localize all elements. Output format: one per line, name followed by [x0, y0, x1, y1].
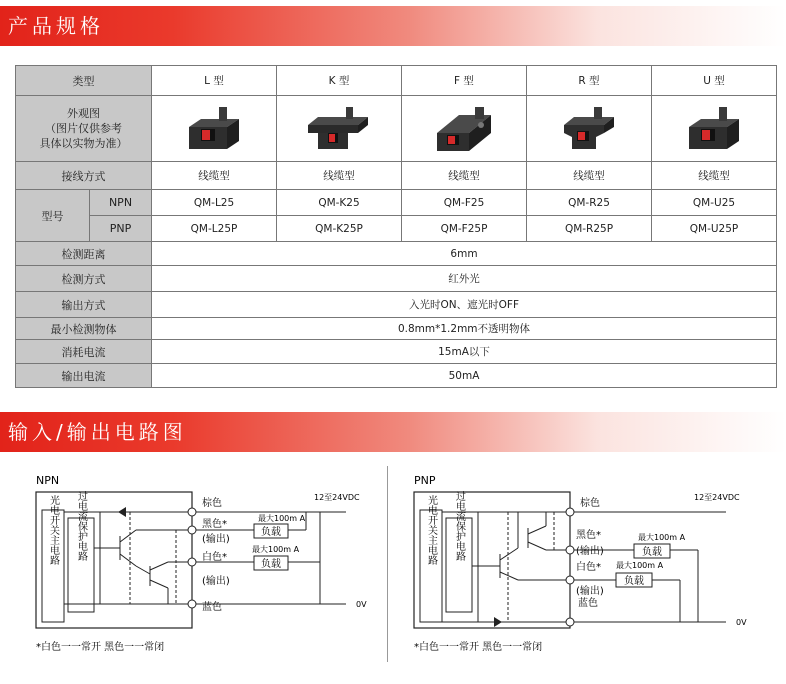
pnp-white-label: 白色*	[576, 562, 601, 573]
npn-load1-label: 负载	[261, 527, 281, 538]
npn-zero-label: 0V	[356, 600, 367, 609]
pnp-main-circuit-label: 光电开关主电路	[425, 495, 437, 565]
wiring-row	[16, 162, 777, 190]
pnp-model: QM-L25P	[152, 216, 277, 242]
spec-row	[16, 242, 777, 266]
spec-table	[15, 65, 777, 388]
pnp-circuit-diagram	[408, 470, 758, 664]
sensor-r-graphic	[554, 103, 624, 155]
npn-blue-label: 蓝色	[202, 602, 222, 613]
npn-load2-label: 负载	[261, 559, 281, 570]
detect-method-value: 红外光	[152, 266, 777, 292]
type-header: U 型	[652, 66, 777, 96]
pnp-black-label: 黑色*	[576, 530, 601, 541]
model-label-cell	[16, 190, 152, 242]
spec-section-header	[0, 6, 786, 46]
pnp-max2-label: 最大100m A	[616, 561, 664, 570]
detect-distance-label: 检测距离	[16, 242, 152, 266]
npn-protect-label: 过电流保护电路	[75, 491, 87, 561]
sensor-k-graphic	[304, 103, 374, 155]
model-label: 型号	[16, 190, 90, 241]
sensor-l-graphic	[179, 103, 249, 155]
pnp-load1-label: 负载	[642, 547, 662, 558]
sensor-image-f	[402, 96, 527, 162]
type-label: 类型	[16, 66, 152, 96]
npn-black-label: 黑色*	[202, 519, 227, 530]
spec-row	[16, 340, 777, 364]
npn-circuit-diagram	[30, 470, 380, 664]
pnp-label: PNP	[109, 222, 132, 235]
spec-row	[16, 318, 777, 340]
pnp-model: QM-K25P	[277, 216, 402, 242]
sensor-image-u	[652, 96, 777, 162]
pnp-max1-label: 最大100m A	[638, 533, 686, 542]
npn-model: QM-F25	[402, 190, 527, 216]
appearance-label: 外观图 （图片仅供参考 具体以实物为准）	[16, 96, 152, 162]
npn-label: NPN	[90, 190, 151, 216]
pnp-model: QM-U25P	[652, 216, 777, 242]
output-current-label: 输出电流	[16, 364, 152, 388]
pnp-brown-label: 棕色	[580, 498, 600, 509]
type-header: F 型	[402, 66, 527, 96]
npn-model: QM-L25	[152, 190, 277, 216]
pnp-model: QM-F25P	[402, 216, 527, 242]
npn-white-label: 白色*	[202, 552, 227, 563]
type-header: K 型	[277, 66, 402, 96]
pnp-blue-label: 蓝色	[578, 598, 598, 609]
sensor-image-r	[527, 96, 652, 162]
npn-model-row	[16, 190, 777, 216]
npn-model: QM-U25	[652, 190, 777, 216]
current-consumption-value: 15mA以下	[152, 340, 777, 364]
circuit-section-title: 输入/输出电路图	[8, 420, 187, 444]
spec-row	[16, 266, 777, 292]
circuit-section-header	[0, 412, 786, 452]
npn-main-circuit-label: 光电开关主电路	[47, 495, 59, 565]
pnp-model: QM-R25P	[527, 216, 652, 242]
spec-row	[16, 364, 777, 388]
output-current-value: 50mA	[152, 364, 777, 388]
wiring-value: 线缆型	[402, 162, 527, 190]
pnp-protect-label: 过电流保护电路	[453, 491, 465, 561]
sensor-u-graphic	[679, 103, 749, 155]
npn-note: *白色一一常开 黑色一一常闭	[36, 642, 165, 653]
output-mode-value: 入光时ON、遮光时OFF	[152, 292, 777, 318]
npn-supply-label: 12至24VDC	[314, 493, 360, 502]
detect-distance-value: 6mm	[152, 242, 777, 266]
pnp-load2-label: 负载	[624, 576, 644, 587]
pnp-output1-label: (输出)	[576, 546, 604, 557]
pnp-supply-label: 12至24VDC	[694, 493, 740, 502]
min-object-label: 最小检测物体	[16, 318, 152, 340]
current-consumption-label: 消耗电流	[16, 340, 152, 364]
pnp-title: PNP	[414, 474, 436, 487]
pnp-zero-label: 0V	[736, 618, 747, 627]
type-row	[16, 66, 777, 96]
wiring-value: 线缆型	[652, 162, 777, 190]
npn-title: NPN	[36, 474, 60, 487]
npn-output1-label: (输出)	[202, 534, 230, 545]
npn-model: QM-R25	[527, 190, 652, 216]
npn-brown-label: 棕色	[202, 498, 222, 509]
type-header: R 型	[527, 66, 652, 96]
wiring-value: 线缆型	[277, 162, 402, 190]
pnp-note: *白色一一常开 黑色一一常闭	[414, 642, 543, 653]
wiring-value: 线缆型	[152, 162, 277, 190]
output-mode-label: 输出方式	[16, 292, 152, 318]
pnp-output2-label: (输出)	[576, 586, 604, 597]
min-object-value: 0.8mm*1.2mm不透明物体	[152, 318, 777, 340]
appearance-row	[16, 96, 777, 162]
spec-section-title: 产品规格	[8, 14, 104, 38]
detect-method-label: 检测方式	[16, 266, 152, 292]
sensor-image-k	[277, 96, 402, 162]
wiring-value: 线缆型	[527, 162, 652, 190]
type-header: L 型	[152, 66, 277, 96]
spec-row	[16, 292, 777, 318]
npn-model: QM-K25	[277, 190, 402, 216]
sensor-f-graphic	[429, 103, 499, 155]
sensor-image-l	[152, 96, 277, 162]
npn-max2-label: 最大100m A	[252, 545, 300, 554]
diagram-divider	[387, 466, 388, 662]
npn-output2-label: (输出)	[202, 576, 230, 587]
wiring-label: 接线方式	[16, 162, 152, 190]
npn-max1-label: 最大100m A	[258, 514, 306, 523]
